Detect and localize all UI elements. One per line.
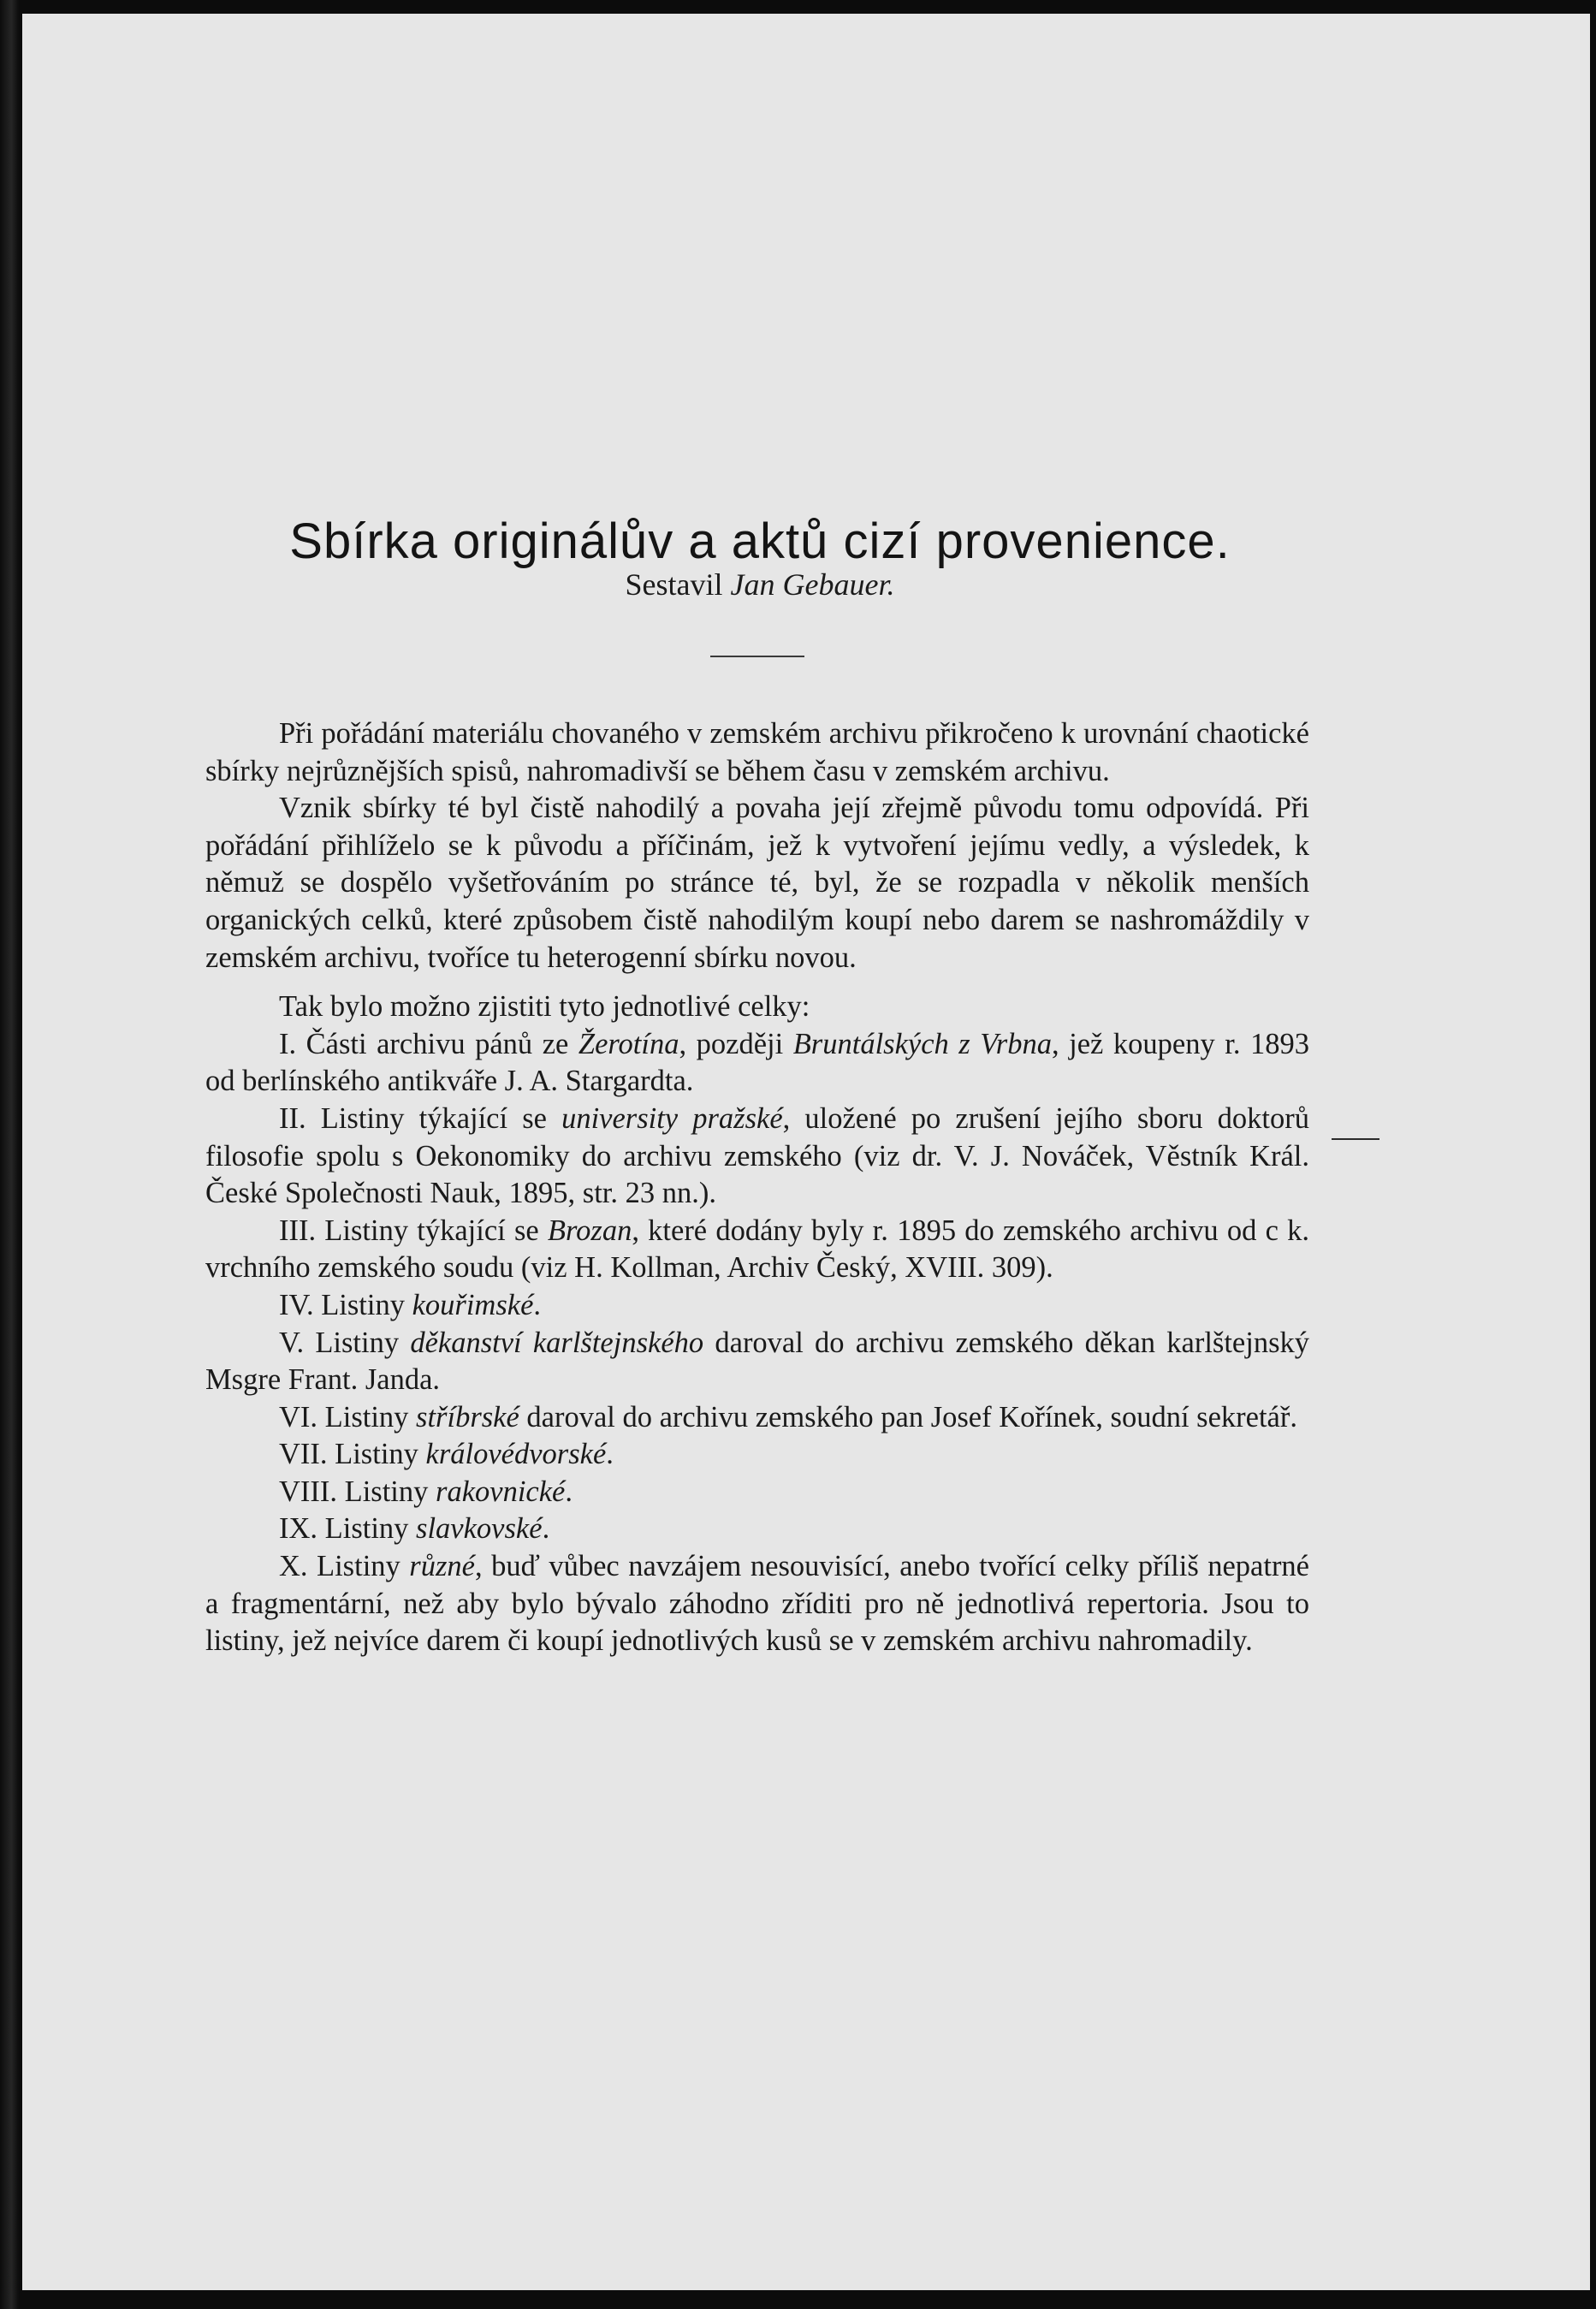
list-item-1: I. Části archivu pánů ze Žerotína, později Bruntálských z Vrbna, jež koupeny r. 1893 od berlínského antikváře J. A. Stargardta. xyxy=(205,1027,1310,1098)
list-item-6: VI. Listiny stříbrské daroval do archivu zemského pan Josef Kořínek, soudní sekretář. xyxy=(279,1400,1297,1433)
list-item-8: VIII. Listiny rakovnické. xyxy=(279,1475,573,1508)
list-item-3: III. Listiny týkající se Brozan, které dodány byly r. 1895 do zemského archivu od c k. vrchního zemského soudu (viz H. Kollman, Archiv Český, XVIII. 309). xyxy=(205,1214,1309,1285)
paragraph-list-intro: Tak bylo možno zjistiti tyto jednotlivé celky: xyxy=(279,990,810,1024)
title-divider xyxy=(710,656,804,657)
list-item-2: II. Listiny týkající se university pražské, uložené po zrušení jejího sboru doktorů filosofie spolu s Oekonomiky do archivu zemského (viz dr. V. J. Nováček, Věstník Král. České Společnosti Nauk, 1895, str. 23 nn.). xyxy=(205,1101,1309,1210)
paragraph-origin: Vznik sbírky té byl čistě nahodilý a povaha její zřejmě původu tomu odpovídá. Při pořádání přihlíželo se k původu a příčinám, jež k vytvoření jejímu vedly, a výsledek, k němuž se dospělo vyšetřováním po stránce té, byl, že se rozpadla v několik menších organických celků, které způsobem čistě nahodilým koupí nebo darem se nashromáždily v zemském archivu, tvoříce tu heterogenní sbírku novou. xyxy=(205,792,1309,974)
list-item-5: V. Listiny děkanství karlštejnského daroval do archivu zemského děkan karlštejnský Msgre Frant. Janda. xyxy=(205,1326,1309,1397)
byline xyxy=(221,567,1299,602)
paragraph-intro: Při pořádání materiálu chovaného v zemském archivu přikročeno k urovnání chaotické sbírky nejrůznějších spisů, nahromadivší se během času v zemském archivu. xyxy=(205,717,1309,787)
page-title: Sbírka originálův a aktů cizí provenience. xyxy=(289,513,1231,569)
byline-prefix: Sestavil xyxy=(625,567,723,602)
list-item-10: X. Listiny různé, buď vůbec navzájem nesouvisící, anebo tvořící celky příliš nepatrné a fragmentární, než aby bylo bývalo záhodno zříditi pro ně jednotlivá repertoria. Jsou to listiny, jež nejvíce darem či koupí jednotlivých kusů se v zemském archivu nahromadily. xyxy=(205,1550,1309,1658)
scan-left-edge xyxy=(0,0,19,2309)
margin-dash xyxy=(1332,1138,1379,1140)
list-item-7: VII. Listiny královédvorské. xyxy=(279,1438,614,1471)
list-item-9: IX. Listiny slavkovské. xyxy=(279,1512,550,1546)
body-text xyxy=(205,715,1309,1660)
list-item-4: IV. Listiny kouřimské. xyxy=(279,1288,542,1321)
byline-author: Jan Gebauer. xyxy=(730,567,895,602)
